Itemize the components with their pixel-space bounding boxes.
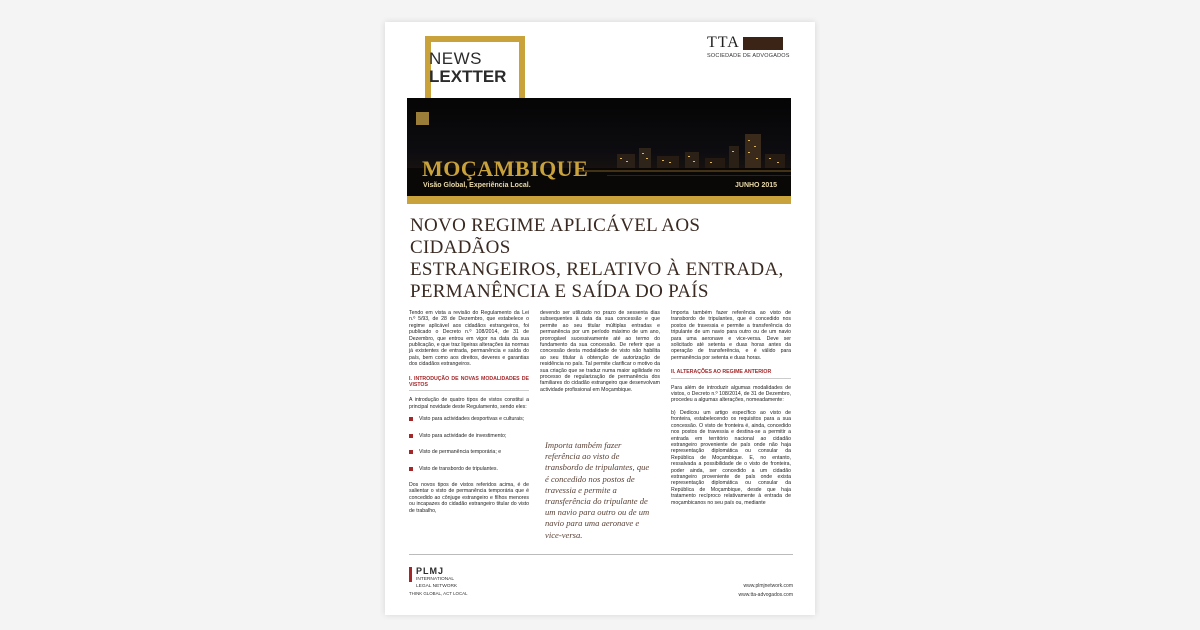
newsletter-logo bbox=[429, 50, 506, 86]
plmj-name: PLMJ bbox=[416, 566, 445, 576]
country-title: MOÇAMBIQUE bbox=[422, 156, 589, 181]
column-1 bbox=[409, 310, 529, 520]
gold-square-icon bbox=[416, 112, 429, 125]
article-headline bbox=[410, 215, 805, 303]
headline-line-2: ESTRANGEIROS, RELATIVO À ENTRADA, bbox=[410, 259, 784, 280]
headline-line-3: PERMANÊNCIA E SAÍDA DO PAÍS bbox=[410, 281, 709, 302]
section-heading-2: II. ALTERAÇÕES AO REGIME ANTERIOR bbox=[671, 369, 791, 378]
banner-gold-strip bbox=[407, 196, 791, 204]
section-1-text: A introdução de quatro tipos de vistos constitui a principal novidade deste Regulamento, sendo eles: bbox=[409, 397, 529, 410]
plmj-mark-icon bbox=[409, 567, 412, 582]
column-3 bbox=[671, 310, 791, 512]
tta-subtitle: SOCIEDADE DE ADVOGADOS bbox=[707, 53, 790, 60]
column-3-paragraph: Importa também fazer referência ao visto de transbordo de tripulantes, que é concedido nos postos de travessia e permite a transferência do tripulante de um navio para outro ou de um navio para uma aeronave e vice-versa. Deve ser solicitado até setenta e duas horas antes da operação de transferência, e é válido para permanência por setenta e duas horas. bbox=[671, 310, 791, 361]
item-b-paragraph: b) Dedicou um artigo específico ao visto de fronteira, estabelecendo os requisitos para a sua concessão. O visto de fronteira é, ainda, concedido nos postos de travessia e destina-se a permitir a entrada em território nacional ao cidadão estrangeiro proveniente de país onde não haja representação diplomática ou consular da República de Moçambique. E, no entanto, ressalvada a possibilidade de o visto de fronteira, poder ainda, ser concedido a um cidadão estrangeiro proveniente de país onde exista representação diplomática ou consular da República de Moçambique, desde que haja tratamento recíproco relativamente à entrada de moçambicanos no seu país ou, mediante bbox=[671, 409, 791, 506]
pull-quote: Importa também fazer referência ao visto de transbordo de tripulantes, que é concedido nos postos de travessia e permite a transferência do tripulante de um navio para outro ou de um navio para uma aeronave e vice-versa. bbox=[545, 440, 650, 540]
bullet-item: Visto para actividades desportivas e culturais; bbox=[409, 416, 529, 422]
footer-urls bbox=[705, 582, 793, 600]
column-2 bbox=[540, 310, 660, 399]
column-2-paragraph: devendo ser utilizado no prazo de sessenta dias subsequentes à data da sua concessão e que permite ao seu titular múltiplas entradas e permanência por um período máximo de um ano, prorrogável sucessivamente até ao termo do fundamento da sua concessão. De referir que a concessão desta modalidade de visto não habilita ao seu titular à obtenção de autorização de residência no país. Tal permite clarificar o motivo da sua criação que se traduz numa maior agilidade no processo de regularização de permanência dos familiares do cidadão estrangeiro que desenvolvam actividade profissional em Moçambique. bbox=[540, 310, 660, 393]
footer-divider bbox=[409, 554, 793, 555]
newsletter-page bbox=[385, 22, 815, 615]
news-word: NEWS bbox=[429, 49, 482, 68]
tta-bar-icon bbox=[743, 37, 783, 50]
issue-date: JUNHO 2015 bbox=[735, 182, 778, 189]
tagline: Visão Global, Experiência Local. bbox=[423, 182, 531, 189]
footer-url-1[interactable]: www.plmjnetwork.com bbox=[743, 583, 793, 589]
bullet-item: Visto de transbordo de tripulantes. bbox=[409, 466, 529, 472]
tta-logo bbox=[707, 34, 793, 59]
bullet-item: Visto para actividade de investimento; bbox=[409, 433, 529, 439]
bullet-item: Visto de permanência temporária; e bbox=[409, 449, 529, 455]
closing-paragraph: Dos novos tipos de vistos referidos acima, é de salientar o visto de permanência temporária que é concedido ao cônjuge estrangeiro e filhos menores ou incapazes do cidadão estrangeiro titular do visto de trabalho, bbox=[409, 481, 529, 514]
plmj-sub-1: INTERNATIONAL bbox=[416, 577, 455, 582]
section-heading-1: I. INTRODUÇÃO DE NOVAS MODALIDADES DE VISTOS bbox=[409, 376, 529, 392]
section-2-text: Para além de introduzir algumas modalidades de vistos, o Decreto n.º 108/2014, de 31 de Dezembro, procedeu a algumas alterações, nomeadamente: bbox=[671, 384, 791, 404]
lextter-word: LEXTTER bbox=[429, 67, 507, 86]
plmj-tagline: THINK GLOBAL, ACT LOCAL bbox=[409, 591, 468, 596]
footer-url-2[interactable]: www.tta-advogados.com bbox=[738, 592, 793, 598]
plmj-sub-2: LEGAL NETWORK bbox=[416, 584, 458, 589]
tta-name: TTA bbox=[707, 34, 740, 51]
intro-paragraph: Tendo em vista a revisão do Regulamento da Lei n.º 5/93, de 28 de Dezembro, que estabelece o regime aplicável aos cidadãos estrangeiros, foi publicado o Decreto n.º 108/2014, de 31 de Dezembro, que entrou em vigor na data da sua publicação, e que traz ligeiras alterações às normas já existentes de entrada, permanência e saída do país, bem como aos direitos, deveres e garantias dos cidadãos estrangeiros. bbox=[409, 310, 529, 368]
headline-line-1: NOVO REGIME APLICÁVEL AOS CIDADÃOS bbox=[410, 215, 701, 258]
